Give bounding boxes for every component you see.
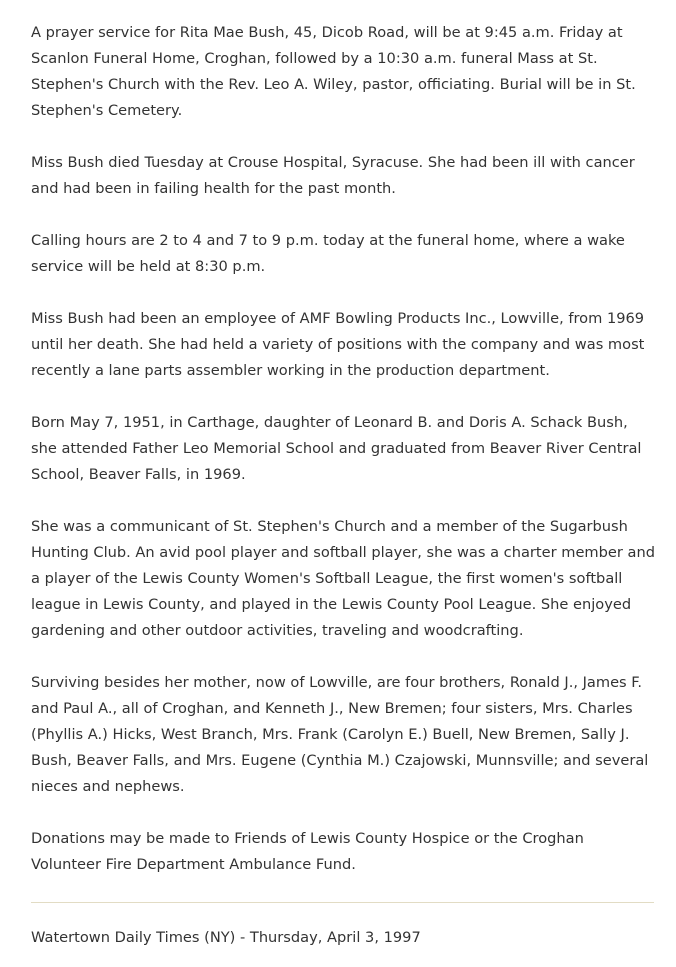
paragraph-service: A prayer service for Rita Mae Bush, 45, Dicob Road, will be at 9:45 a.m. Friday at Scanlon Funeral Home, Croghan, followed by a 10:30 a.m. funeral Mass at St. Stephen's Church with the Rev. Leo A. Wiley, pastor, officiating. Burial will be in St. Stephen's Cemetery. <box>31 24 636 119</box>
paragraph-employment: Miss Bush had been an employee of AMF Bowling Products Inc., Lowville, from 1969 until her death. She had held a variety of positions with the company and was most recently a lane parts assembler working in the production department. <box>31 310 645 379</box>
paragraph-donations: Donations may be made to Friends of Lewis County Hospice or the Croghan Volunteer Fire Department Ambulance Fund. <box>31 830 584 873</box>
source-citation: Watertown Daily Times (NY) - Thursday, April 3, 1997 <box>31 929 421 946</box>
divider <box>31 902 654 903</box>
paragraph-memberships: She was a communicant of St. Stephen's Church and a member of the Sugarbush Hunting Club. An avid pool player and softball player, she was a charter member and a player of the Lewis County Women's Softball League, the first women's softball league in Lewis County, and played in the Lewis County Pool League. She enjoyed gardening and other outdoor activities, traveling and woodcrafting. <box>31 518 655 639</box>
obituary-article <box>31 20 657 904</box>
paragraph-birth-education: Born May 7, 1951, in Carthage, daughter of Leonard B. and Doris A. Schack Bush, she attended Father Leo Memorial School and graduated from Beaver River Central School, Beaver Falls, in 1969. <box>31 414 642 483</box>
paragraph-calling-hours: Calling hours are 2 to 4 and 7 to 9 p.m. today at the funeral home, where a wake service will be held at 8:30 p.m. <box>31 232 625 275</box>
paragraph-survivors: Surviving besides her mother, now of Lowville, are four brothers, Ronald J., James F. and Paul A., all of Croghan, and Kenneth J., New Bremen; four sisters, Mrs. Charles (Phyllis A.) Hicks, West Branch, Mrs. Frank (Carolyn E.) Buell, New Bremen, Sally J. Bush, Beaver Falls, and Mrs. Eugene (Cynthia M.) Czajowski, Munnsville; and several nieces and nephews. <box>31 674 649 795</box>
paragraph-death: Miss Bush died Tuesday at Crouse Hospital, Syracuse. She had been ill with cancer and had been in failing health for the past month. <box>31 154 635 197</box>
